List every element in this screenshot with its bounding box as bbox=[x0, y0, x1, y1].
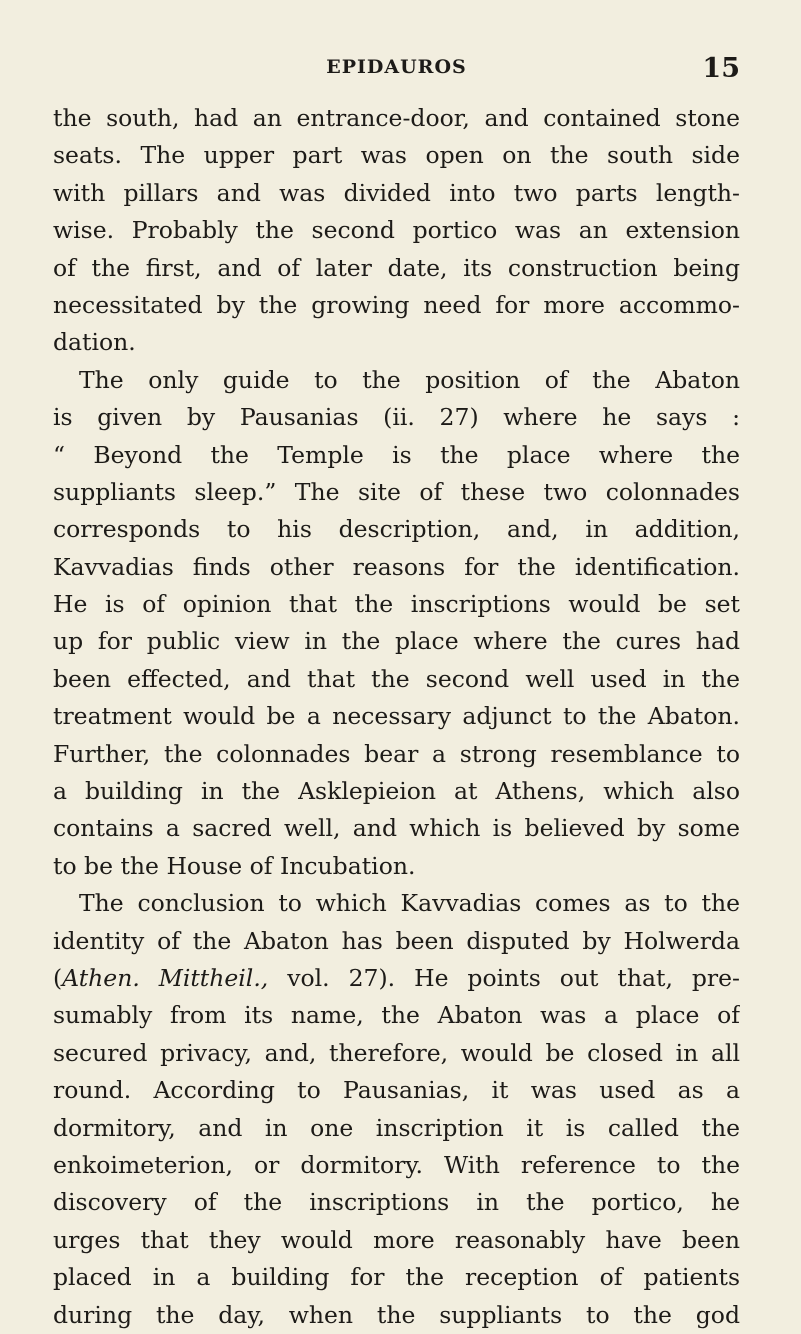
text-line: to be the House of Incubation. bbox=[53, 851, 416, 880]
text-line-rest: vol. 27). He points out that, pre- bbox=[268, 963, 740, 992]
text-line: Further, the colonnades bear a strong resemblance to bbox=[53, 739, 740, 768]
text-line: during the day, when the suppliants to the god bbox=[53, 1300, 740, 1329]
text-line: corresponds to his description, and, in addition, bbox=[53, 515, 740, 544]
text-line: necessitated by the growing need for more accommo- bbox=[53, 290, 740, 319]
text-line: sumably from its name, the Abaton was a place of bbox=[53, 1001, 740, 1030]
text-line: up for public view in the place where the cures had bbox=[53, 627, 740, 656]
text-line bbox=[53, 960, 740, 997]
text-line: secured privacy, and, therefore, would be closed in all bbox=[53, 1038, 740, 1067]
paren-open: ( bbox=[53, 963, 63, 992]
text-line: The only guide to the position of the Abaton bbox=[79, 365, 740, 394]
text-line: He is of opinion that the inscriptions would be set bbox=[53, 590, 740, 619]
text-line: The conclusion to which Kavvadias comes as to the bbox=[79, 889, 740, 918]
running-title: EPIDAUROS bbox=[326, 56, 467, 78]
text-line: with pillars and was divided into two parts length- bbox=[53, 178, 740, 207]
text-line: been effected, and that the second well used in the bbox=[53, 664, 740, 693]
text-line: dation. bbox=[53, 328, 136, 357]
text-line: is given by Pausanias (ii. 27) where he says : bbox=[53, 403, 740, 432]
text-line: Kavvadias finds other reasons for the identification. bbox=[53, 552, 740, 581]
text-line: contains a sacred well, and which is believed by some bbox=[53, 814, 740, 843]
text-line: treatment would be a necessary adjunct to the Abaton. bbox=[53, 702, 740, 731]
body-text bbox=[53, 100, 740, 1334]
text-line: of the first, and of later date, its construction being bbox=[53, 253, 740, 282]
text-line: placed in a building for the reception of patients bbox=[53, 1263, 740, 1292]
text-line: wise. Probably the second portico was an extension bbox=[53, 216, 740, 245]
text-line: urges that they would more reasonably have been bbox=[53, 1225, 740, 1254]
text-line: round. According to Pausanias, it was used as a bbox=[53, 1076, 740, 1105]
text-line: discovery of the inscriptions in the portico, he bbox=[53, 1188, 740, 1217]
text-line: dormitory, and in one inscription it is called the bbox=[53, 1113, 740, 1142]
text-line: the south, had an entrance-door, and contained stone bbox=[53, 104, 740, 132]
running-head bbox=[53, 53, 740, 90]
text-line: “ Beyond the Temple is the place where the bbox=[53, 440, 740, 469]
text-line: enkoimeterion, or dormitory. With reference to the bbox=[53, 1150, 740, 1179]
page-number: 15 bbox=[702, 53, 740, 84]
journal-title: Athen. Mittheil., bbox=[62, 963, 269, 992]
text-line: seats. The upper part was open on the south side bbox=[53, 141, 740, 170]
text-line: a building in the Asklepieion at Athens, which also bbox=[53, 777, 740, 806]
text-line: suppliants sleep.” The site of these two colonnades bbox=[53, 477, 740, 506]
text-line: identity of the Abaton has been disputed by Holwerda bbox=[53, 926, 740, 955]
